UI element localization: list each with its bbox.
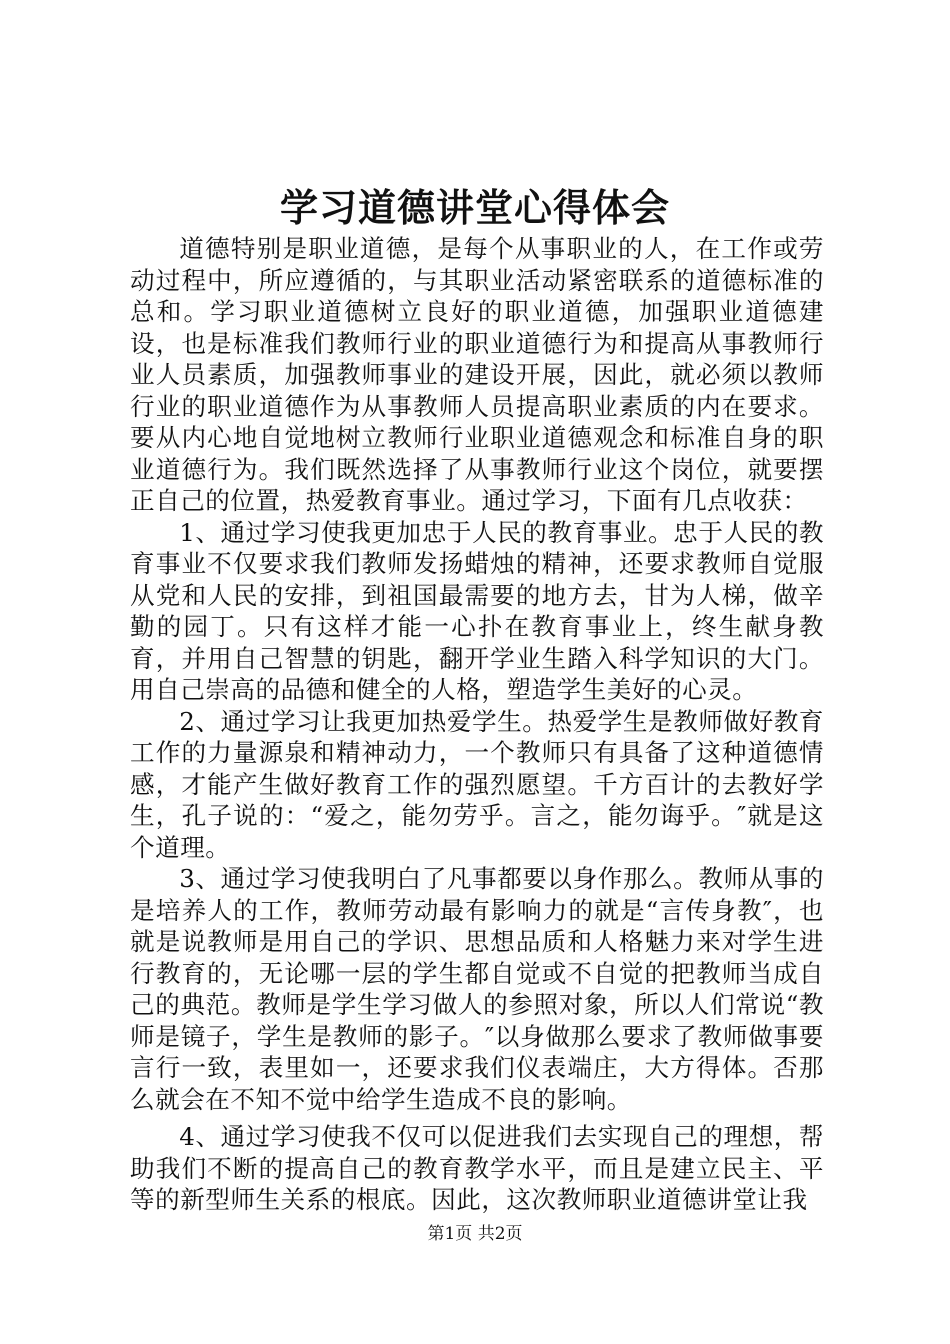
paragraph-point-1: 1、通过学习使我更加忠于人民的教育事业。忠于人民的教育事业不仅要求我们教师发扬蜡烛的精神，还要求教师自觉服从党和人民的安排，到祖国最需要的地方去，甘为人梯，做辛勤的园丁。只有这样才能一心扑在教育事业上，终生献身教育，并用自己智慧的钥匙，翻开学业生踏入科学知识的大门。用自己崇高的品德和健全的人格，塑造学生美好的心灵。 (130, 517, 824, 704)
paragraph-point-3: 3、通过学习使我明白了凡事都要以身作那么。教师从事的是培养人的工作，教师劳动最有影响力的就是“言传身教″，也就是说教师是用自己的学识、思想品质和人格魅力来对学生进行教育的，无论哪一层的学生都自觉或不自觉的把教师当成自己的典范。教师是学生学习做人的参照对象，所以人们常说“教师是镜子，学生是教师的影子。″以身做那么要求了教师做事要言行一致，表里如一，还要求我们仪表端庄，大方得体。否那么就会在不知不觉中给学生造成不良的影响。 (130, 864, 824, 1114)
paragraph-point-2: 2、通过学习让我更加热爱学生。热爱学生是教师做好教育工作的力量源泉和精神动力，一个教师只有具备了这种道德情感，才能产生做好教育工作的强烈愿望。千方百计的去教好学生，孔子说的：“爱之，能勿劳乎。言之，能勿诲乎。″就是这个道理。 (130, 706, 824, 862)
paragraph-point-4: 4、通过学习使我不仅可以促进我们去实现自己的理想，帮助我们不断的提高自己的教育教学水平，而且是建立民主、平等的新型师生关系的根底。因此，这次教师职业道德讲堂让我 (130, 1122, 824, 1214)
paragraph-intro: 道德特别是职业道德，是每个从事职业的人，在工作或劳动过程中，所应遵循的，与其职业活动紧密联系的道德标准的总和。学习职业道德树立良好的职业道德，加强职业道德建设，也是标准我们教师行业的职业道德行为和提高从事教师行业人员素质，加强教师事业的建设开展，因此，就必须以教师行业的职业道德作为从事教师人员提高职业素质的内在要求。要从内心地自觉地树立教师行业职业道德观念和标准自身的职业道德行为。我们既然选择了从事教师行业这个岗位，就要摆正自己的位置，热爱教育事业。通过学习，下面有几点收获： (130, 234, 824, 515)
page-footer: 第1页 共2页 (427, 1224, 523, 1244)
document-body (130, 233, 824, 1216)
document-title: 学习道德讲堂心得体会 (279, 185, 670, 230)
